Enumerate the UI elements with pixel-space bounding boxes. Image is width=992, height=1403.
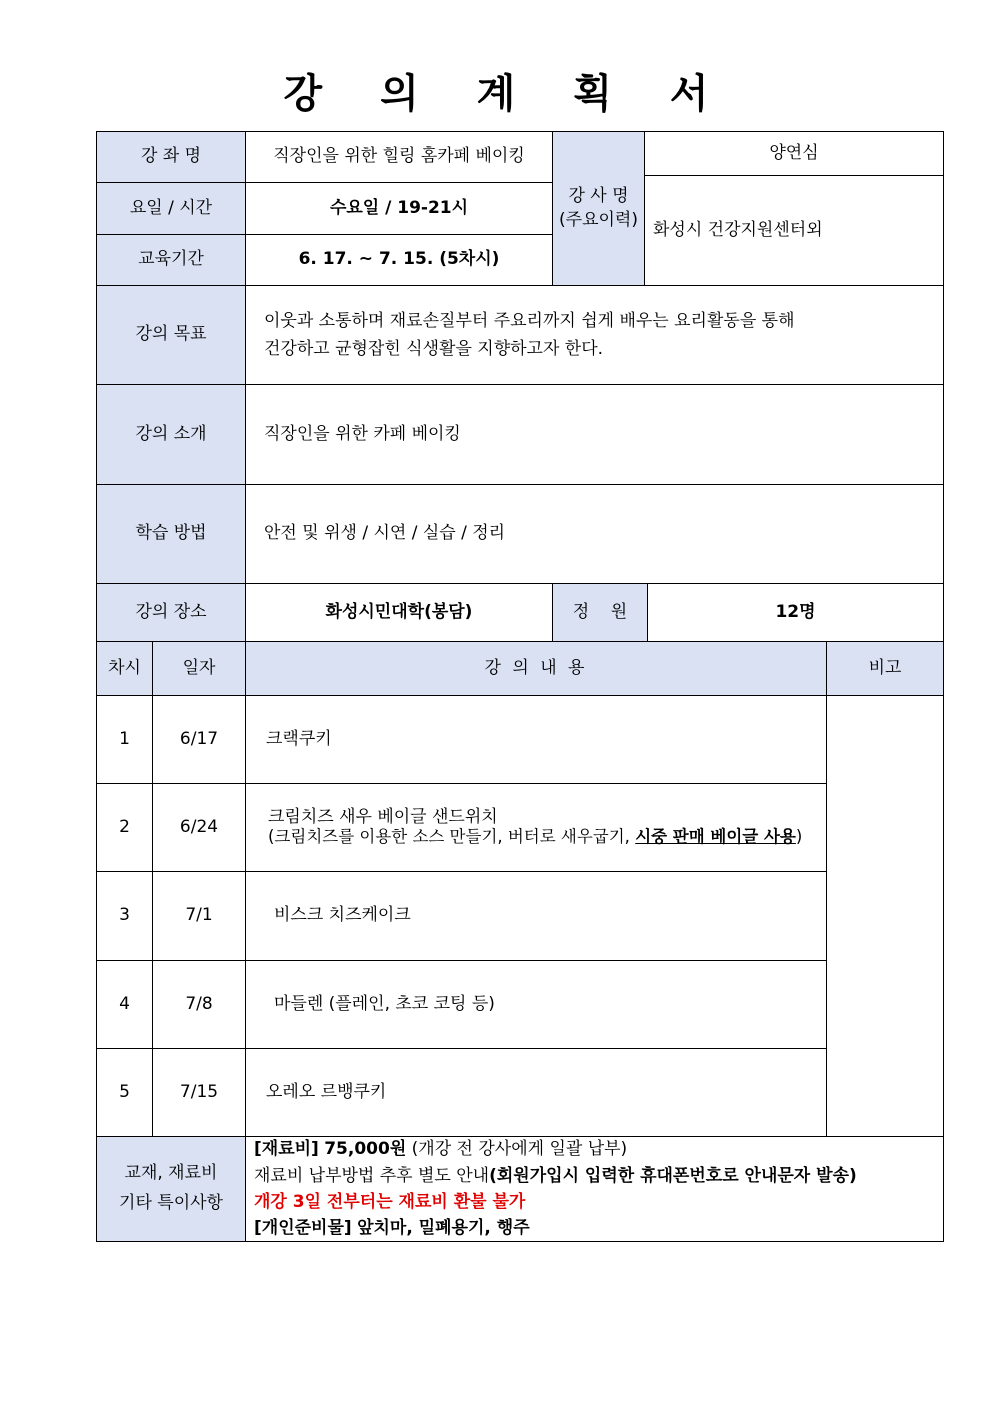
table-row-date: 6/17 <box>152 695 246 784</box>
table-row-content: 비스크 치즈케이크 <box>245 871 827 961</box>
payment-prefix: 재료비 납부방법 추후 별도 안내 <box>254 1165 490 1186</box>
goal-label: 강의 목표 <box>96 285 246 385</box>
day-time-value: 수요일 / 19-21시 <box>245 182 553 235</box>
fee-detail: (개강 전 강사에게 일괄 납부) <box>411 1139 628 1160</box>
schedule-header-date: 일자 <box>152 641 246 696</box>
intro-value: 직장인을 위한 카페 베이킹 <box>245 384 944 485</box>
schedule-header-note: 비고 <box>826 641 944 696</box>
capacity-label: 정 원 <box>552 583 648 642</box>
prep-items: 앞치마, 밀폐용기, 행주 <box>357 1218 530 1239</box>
place-value: 화성시민대학(봉담) <box>245 583 553 642</box>
instructor-label-career: (주요이력) <box>559 209 638 230</box>
page-title: 강 의 계 획 서 <box>283 71 731 117</box>
intro-label: 강의 소개 <box>96 384 246 485</box>
schedule-note-cell <box>826 695 944 1137</box>
period-value: 6. 17. ~ 7. 15. (5차시) <box>245 234 553 286</box>
capacity-value: 12명 <box>647 583 944 642</box>
fee-amount: 75,000원 <box>324 1139 407 1160</box>
table-row-session: 2 <box>96 783 153 872</box>
payment-line <box>254 1163 857 1189</box>
course-name-label: 강 좌 명 <box>96 131 246 183</box>
table-row-date: 7/8 <box>152 960 246 1049</box>
table-row-date: 6/24 <box>152 783 246 872</box>
instructor-label <box>552 131 645 286</box>
instructor-name: 양연심 <box>644 131 944 176</box>
prep-line <box>254 1215 530 1241</box>
period-label: 교육기간 <box>96 234 246 286</box>
method-label: 학습 방법 <box>96 484 246 584</box>
payment-detail: (회원가입시 입력한 휴대폰번호로 안내문자 발송) <box>489 1165 857 1186</box>
table-row-content: 오레오 르뱅쿠키 <box>245 1048 827 1137</box>
notes-label-1: 교재, 재료비 <box>124 1163 218 1184</box>
table-row-content-sub <box>268 828 802 847</box>
notes-label <box>96 1136 246 1242</box>
table-row-content: 크랙쿠키 <box>245 695 827 784</box>
goal-line-1: 이웃과 소통하며 재료손질부터 주요리까지 쉽게 배우는 요리활동을 통해 <box>264 310 795 331</box>
schedule-header-content: 강 의 내 용 <box>245 641 827 696</box>
refund-line: 개강 3일 전부터는 재료비 환불 불가 <box>254 1192 526 1212</box>
goal-value <box>245 285 944 385</box>
table-row-session: 4 <box>96 960 153 1049</box>
method-value: 안전 및 위생 / 시연 / 실습 / 정리 <box>245 484 944 584</box>
fee-label: [재료비] <box>254 1139 319 1160</box>
table-row-session: 3 <box>96 871 153 961</box>
place-label: 강의 장소 <box>96 583 246 642</box>
prep-label: [개인준비물] <box>254 1218 352 1239</box>
table-row-content-main: 크림치즈 새우 베이글 샌드위치 <box>268 807 498 828</box>
fee-line <box>254 1136 627 1162</box>
goal-line-2: 건강하고 균형잡힌 식생활을 지향하고자 한다. <box>264 339 604 359</box>
table-row-content <box>245 783 827 872</box>
table-row-date: 7/1 <box>152 871 246 961</box>
instructor-label-name: 강 사 명 <box>568 185 629 206</box>
table-row-session: 5 <box>96 1048 153 1137</box>
instructor-career: 화성시 건강지원센터외 <box>644 175 944 286</box>
table-row-session: 1 <box>96 695 153 784</box>
table-row-content: 마들렌 (플레인, 초코 코팅 등) <box>245 960 827 1049</box>
sub-emphasis: 시중 판매 베이글 사용 <box>635 826 796 846</box>
sub-prefix: (크림치즈를 이용한 소스 만들기, 버터로 새우굽기, <box>268 826 636 846</box>
schedule-header-session: 차시 <box>96 641 153 696</box>
sub-suffix: ) <box>795 826 803 846</box>
table-row-date: 7/15 <box>152 1048 246 1137</box>
notes-value <box>245 1136 944 1242</box>
notes-label-2: 기타 특이사항 <box>119 1193 223 1213</box>
course-name-value: 직장인을 위한 힐링 홈카페 베이킹 <box>245 131 553 183</box>
day-time-label: 요일 / 시간 <box>96 182 246 235</box>
